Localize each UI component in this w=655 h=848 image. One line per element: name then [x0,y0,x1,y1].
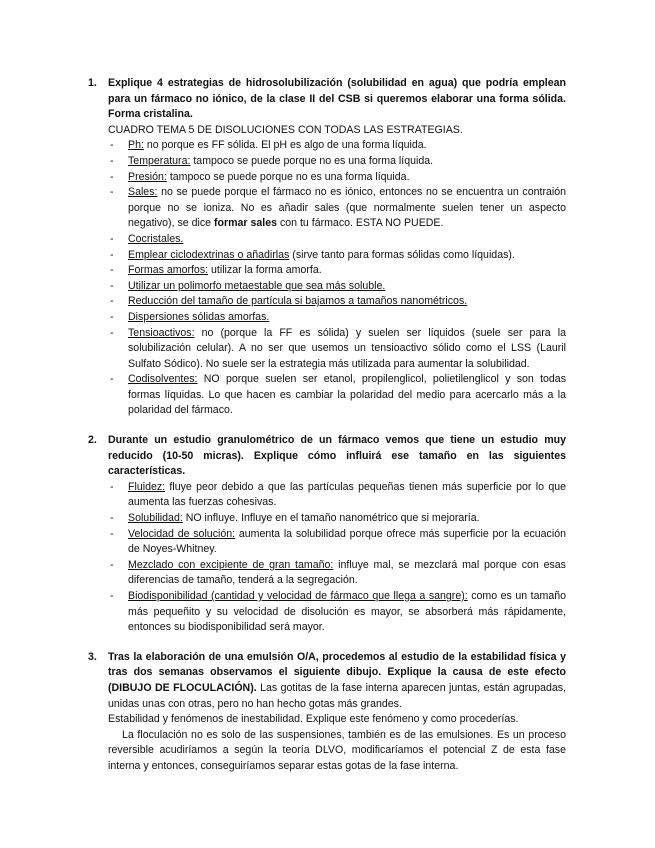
list-item: - Formas amorfos: utilizar la forma amorfa. [110,264,322,277]
item-text: tampoco se puede porque no es una forma líquida. [166,170,410,183]
list-item: - Presión: tampoco se puede porque no es una forma líquida. [110,170,410,183]
list-item: - Tensioactivos: no (porque la FF es sólida) y suelen ser líquidos (suele ser para la solubilización celular). A no ser que usemos un tensioactivo sólido como el LSS (Lauril Sulfato Sódico). No suele ser la estrategia más utilizada para aumentar la solubilidad. [110,326,566,370]
item-text: aumenta la solubilidad porque ofrece más superficie por la ecuación de Noyes-Whitney. [128,527,566,556]
item-term: Presión: [128,170,167,183]
question-title: Explique 4 estrategias de hidrosolubilización (solubilidad en agua) que podría emplean para un fármaco no iónico, de la clase II del CSB si queremos elaborar una forma sólida. Forma cristalina. [108,77,566,121]
question-intro: Estabilidad y fenómenos de inestabilidad. Explique este fenómeno y como procederías. [108,713,519,726]
item-term: Ph: [128,139,144,152]
item-term: Tensioactivos: [128,326,195,339]
item-term: Biodisponibilidad (cantidad y velocidad de fármaco que llega a sangre): [128,590,468,602]
question-title-rest: Las gotitas de la fase interna aparecen juntas, están agrupadas, unidas unas con otras, pero no han hecho gotas más grandes. [108,681,567,710]
item-text: NO porque suelen ser etanol, propilenglicol, polietilenglicol y son todas formas líquidas. Lo que hacen es cambiar la polaridad del medio para acercarlo más a la polaridad del fármaco. [128,373,566,417]
item-term: Temperatura: [128,154,191,167]
list-item: - Utilizar un polimorfo metaestable que sea más soluble. [110,279,386,292]
question-title [108,650,566,712]
answer-list [108,138,566,419]
list-item: - Temperatura: tampoco se puede porque no es una forma líquida. [110,154,434,167]
item-term: Emplear ciclodextrinas o añadirlas [128,248,290,261]
question-2 [88,433,566,636]
question-number: 1. [88,77,97,89]
answer-list [108,480,566,636]
item-text: no se puede porque el fármaco no es iónico, entonces no se encuentra un contraión porque no se ioniza. No es añadir sales (que normalmente suelen tener un aspecto negativo), se dice [128,186,566,230]
item-term: Fluidez: [128,480,166,493]
item-text: utilizar la forma amorfa. [208,264,322,277]
item-term: Velocidad de solución: [128,527,236,540]
item-text: no porque es FF sólida. El pH es algo de una forma líquida. [143,139,427,152]
question-title: Durante un estudio granulométrico de un fármaco vemos que tiene un estudio muy reducido (10-50 micras). Explique cómo influirá ese tamaño en las siguientes características. [108,434,566,478]
question-1 [88,76,566,419]
list-item: - Sales: no se puede porque el fármaco no es iónico, entonces no se encuentra un contraión porque no se ioniza. No es añadir sales (que normalmente suelen tener un aspecto negativo), se dice formar sales con tu fármaco. ESTA NO PUEDE. [110,186,566,230]
question-intro: CUADRO TEMA 5 DE DISOLUCIONES CON TODAS LAS ESTRATEGIAS. [108,123,463,136]
list-item: - Solubilidad: NO influye. Influye en el tamaño nanométrico que si mejoraría. [110,512,480,525]
item-term: Reducción del tamaño de partícula si bajamos a tamaños nanométricos. [128,295,468,308]
question-number: 3. [88,650,97,663]
item-term: Cocristales. [128,232,184,245]
item-term: Codisolventes: [128,373,198,386]
item-term: Solubilidad: [128,512,183,525]
item-text: influye mal, se mezclará mal porque con esas diferencias de tamaño, tenderá a la segregación. [128,558,566,587]
item-term: Formas amorfos: [128,264,209,277]
list-item: - Velocidad de solución: aumenta la solubilidad porque ofrece más superficie por la ecuación de Noyes-Whitney. [110,527,566,556]
list-item: - Fluidez: fluye peor debido a que las partículas pequeñas tienen más superficie por lo que aumenta las fuerzas cohesivas. [110,480,566,509]
document-page [88,76,566,789]
list-item: - Reducción del tamaño de partícula si bajamos a tamaños nanométricos. [110,295,468,308]
item-text: (sirve tanto para formas sólidas como líquidas). [289,248,515,261]
item-text: fluye peor debido a que las partículas pequeñas tienen más superficie por lo que aumenta las fuerzas cohesivas. [128,480,566,509]
item-text: NO influye. Influye en el tamaño nanométrico que si mejoraría. [182,512,480,525]
item-bold-text: formar sales [213,217,277,230]
list-item: - Biodisponibilidad (cantidad y velocidad de fármaco que llega a sangre): como es un tamaño más pequeñito y su velocidad de disolución es mayor, se absorberá más rápidamente, entonces su biodisponibilidad será mayor. [110,590,566,634]
item-term: Utilizar un polimorfo metaestable que sea más soluble. [128,279,386,292]
list-item: - Dispersiones sólidas amorfas. [110,310,270,323]
item-term: Sales: [128,186,158,199]
list-item: - Emplear ciclodextrinas o añadirlas (sirve tanto para formas sólidas como líquidas). [110,248,515,261]
list-item: - Ph: no porque es FF sólida. El pH es algo de una forma líquida. [110,139,427,152]
item-text: como es un tamaño más pequeñito y su velocidad de disolución es mayor, se absorberá más rápidamente, entonces su biodisponibilidad será mayor. [128,590,566,634]
question-number: 2. [88,434,97,447]
item-text: tampoco se puede porque no es una forma líquida. [190,154,434,167]
question-title-bold: Tras la elaboración de una emulsión O/A, procedemos al estudio de la estabilidad física y tras dos semanas observamos el siguiente dibujo. Explique la causa de este efecto (DIBUJO DE FLOCULACIÓN). [108,650,566,694]
list-item: - Codisolventes: NO porque suelen ser etanol, propilenglicol, polietilenglicol y son todas formas líquidas. Lo que hacen es cambiar la polaridad del medio para acercarlo más a la polaridad del fármaco. [110,373,566,417]
item-text-continued: con tu fármaco. ESTA NO PUEDE. [277,217,444,230]
answer-paragraph: La floculación no es solo de las suspensiones, también es de las emulsiones. Es un proceso reversible acudiríamos a según la teoría DLVO, modificaríamos el potencial Z de esta fase interna y entonces, conseguiríamos separar estas gotas de la fase interna. [108,728,566,772]
list-item: - Cocristales. [110,232,184,245]
item-text: no (porque la FF es sólida) y suelen ser líquidos (suele ser para la solubilización celular). A no ser que usemos un tensioactivo sólido como el LSS (Lauril Sulfato Sódico). No suele ser la estrategia más utilizada para aumentar la solubilidad. [128,326,566,370]
item-term: Mezclado con excipiente de gran tamaño: [128,558,334,571]
question-3 [88,650,566,775]
list-item: - Mezclado con excipiente de gran tamaño: influye mal, se mezclará mal porque con esas diferencias de tamaño, tenderá a la segregación. [110,558,566,587]
item-term: Dispersiones sólidas amorfas. [128,310,270,323]
